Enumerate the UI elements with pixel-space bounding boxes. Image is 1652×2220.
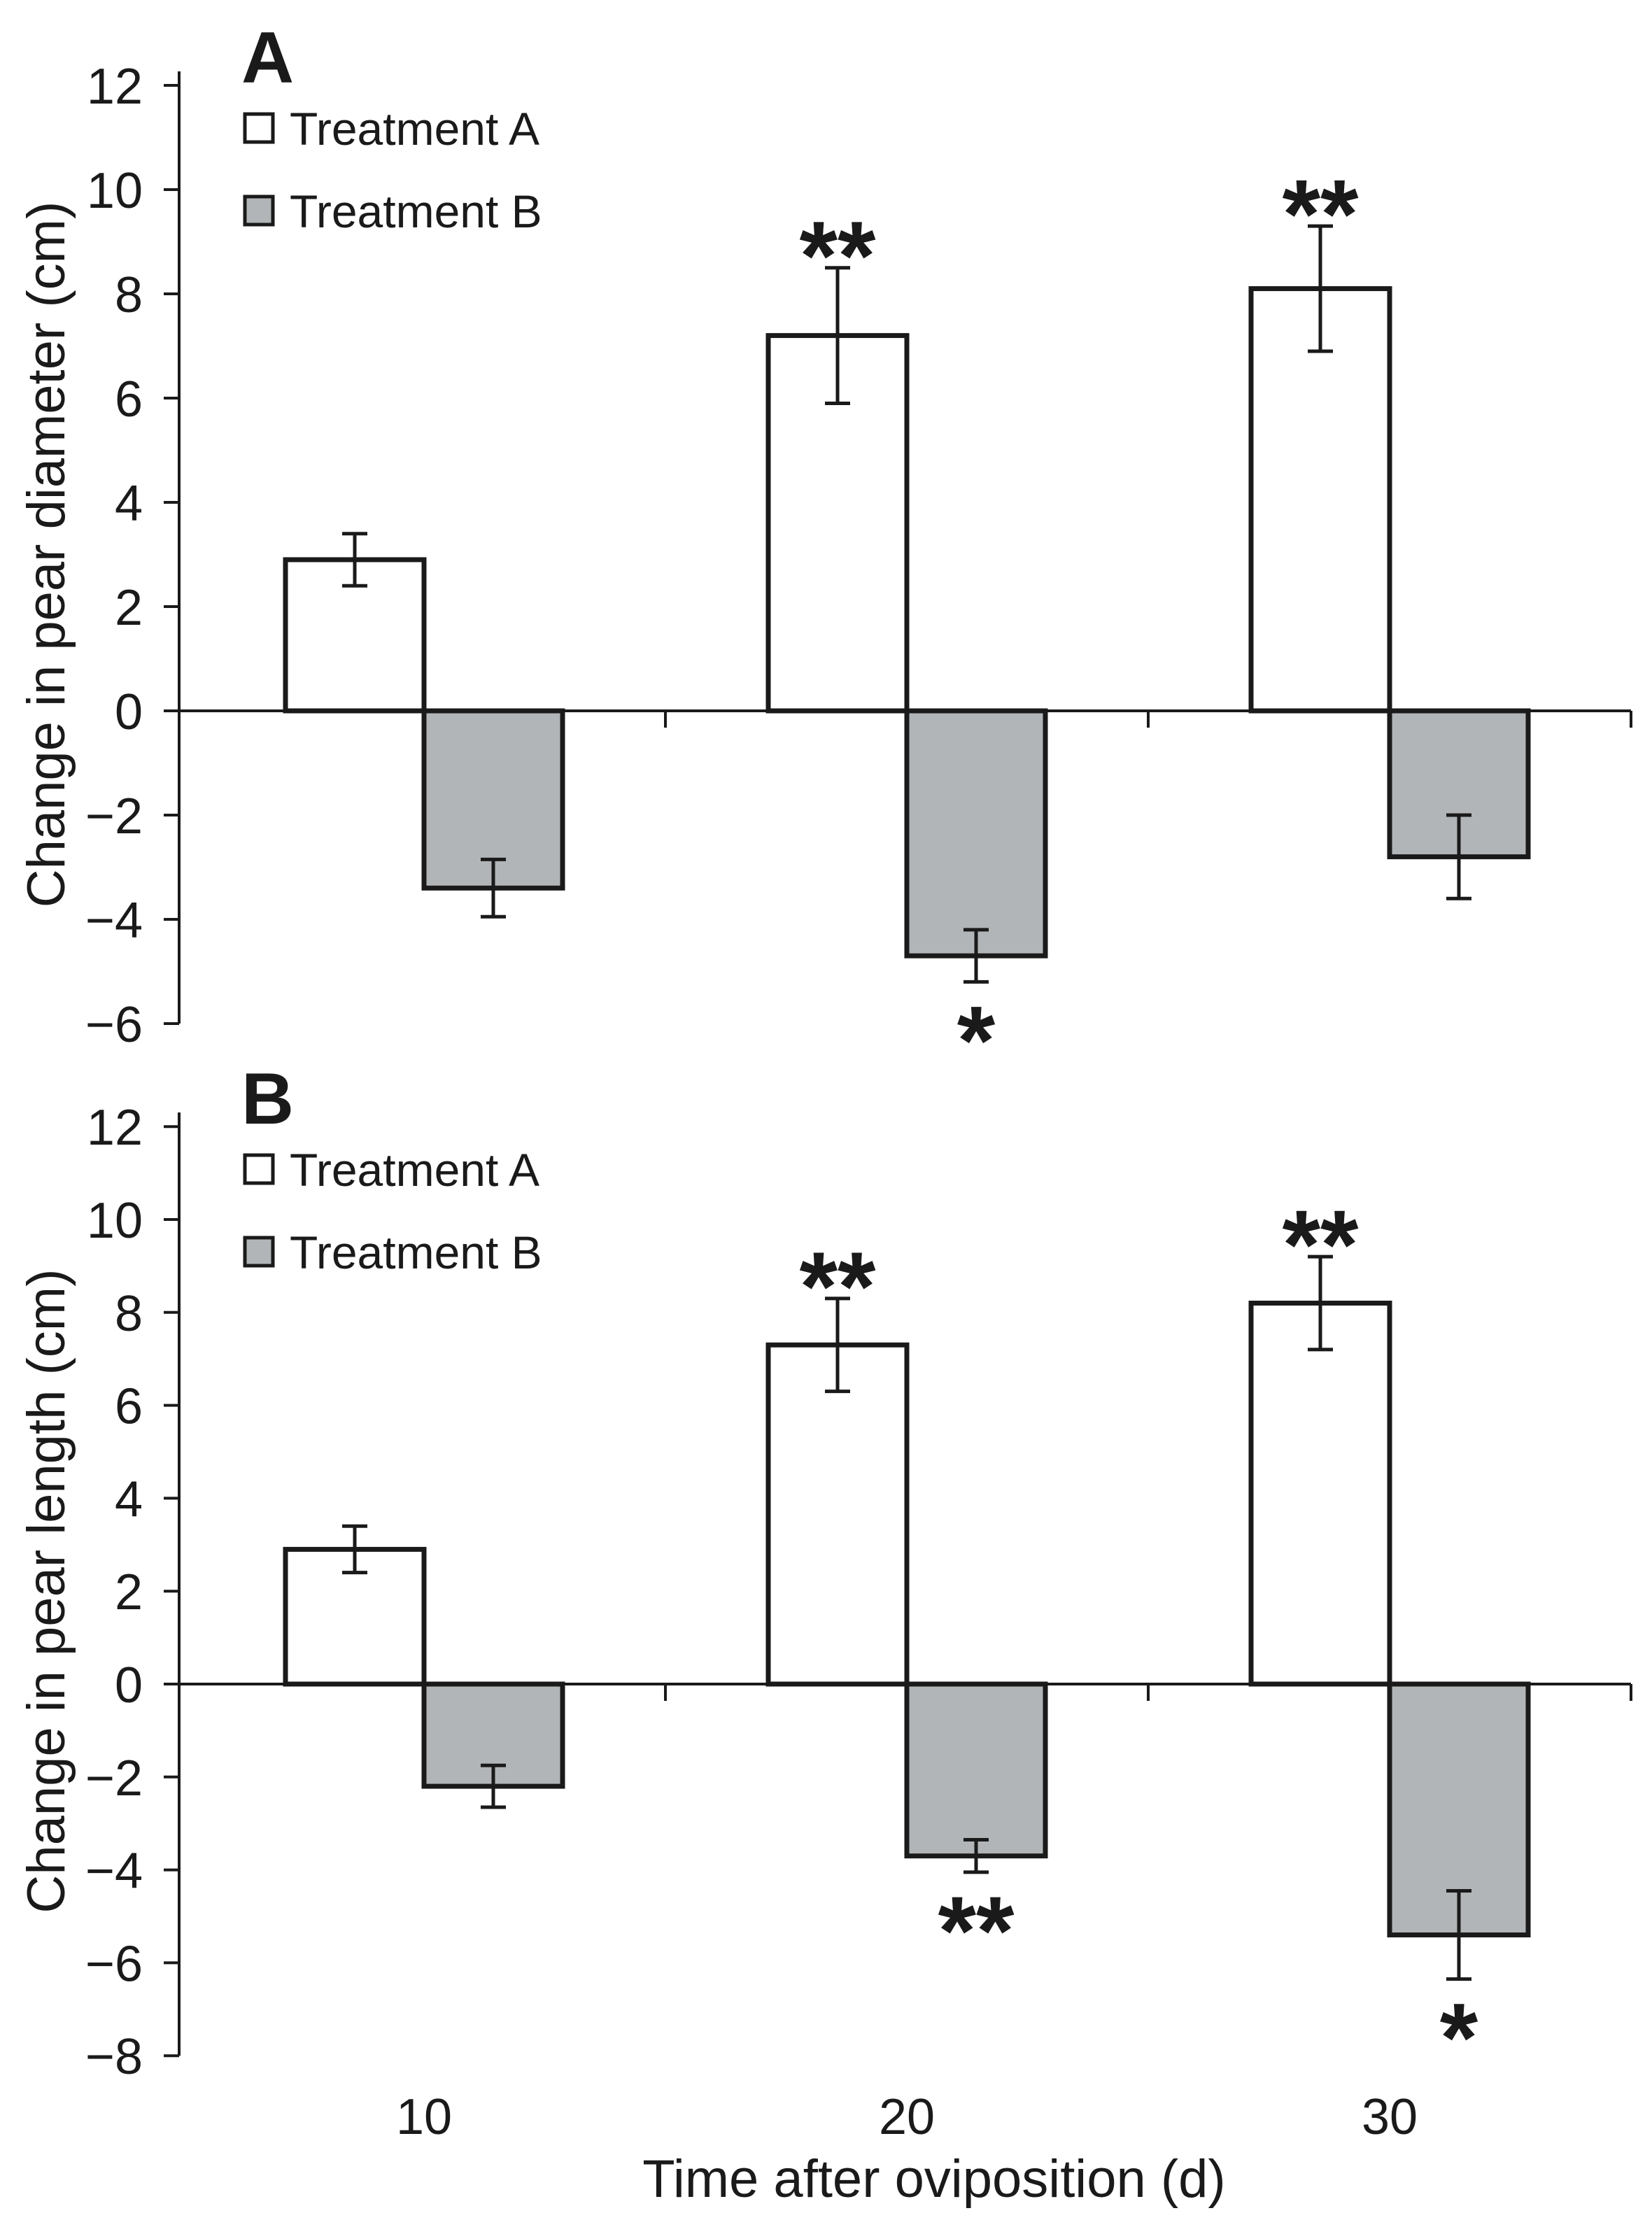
panel-a-y-tick-label-8: 8	[114, 267, 143, 323]
x-tick-label-30: 30	[1361, 2089, 1418, 2145]
panel-a-y-tick-label-6: 6	[114, 372, 143, 427]
panel-label-b: B	[241, 1059, 295, 1140]
panel-a-significance-marker-day20-b: *	[956, 985, 996, 1096]
x-tick-label-20: 20	[878, 2089, 936, 2145]
panel-a-legend-swatch-treatment-b	[245, 197, 273, 225]
panel-a-significance-marker-day20-a: **	[799, 200, 876, 311]
panel-b-significance-marker-day30-b: *	[1439, 1982, 1478, 2093]
x-axis-title: Time after oviposition (d)	[642, 2149, 1226, 2209]
panel-a-y-tick-label-4: 4	[114, 476, 143, 532]
panel-a-legend-label-treatment-a: Treatment A	[290, 103, 540, 155]
panel-b-legend-label-treatment-b: Treatment B	[290, 1226, 542, 1278]
panel-a-significance-marker-day30-a: **	[1282, 159, 1359, 269]
panel-b-y-tick-label--4: −4	[85, 1843, 143, 1900]
panel-b-y-axis-title: Change in pear length (cm)	[17, 1268, 76, 1914]
panel-a-bar-treatment-b-day20	[907, 711, 1045, 956]
panel-b-y-tick-label--2: −2	[85, 1750, 143, 1807]
panel-a-y-tick-label-12: 12	[86, 59, 143, 115]
x-tick-label-10: 10	[395, 2089, 453, 2145]
panel-b-y-tick-label-12: 12	[86, 1100, 143, 1157]
panel-b-y-tick-label-6: 6	[114, 1378, 143, 1435]
panel-b-y-tick-label--6: −6	[85, 1936, 143, 1993]
panel-a-y-tick-label--4: −4	[85, 893, 143, 949]
panel-b-y-tick-label-10: 10	[86, 1193, 143, 1249]
panel-a-y-tick-label-0: 0	[114, 684, 143, 740]
panel-b-bar-treatment-a-day30	[1251, 1303, 1390, 1684]
panel-b-significance-marker-day20-b: **	[938, 1875, 1015, 1986]
panel-b-bar-treatment-b-day20	[907, 1684, 1045, 1856]
panel-a-legend-label-treatment-b: Treatment B	[290, 185, 542, 237]
panel-b-y-tick-label-2: 2	[114, 1564, 143, 1621]
panel-a-y-tick-label--6: −6	[85, 997, 143, 1053]
panel-a-y-tick-label-2: 2	[114, 580, 143, 636]
panel-a-y-tick-label-10: 10	[86, 163, 143, 219]
panel-b-legend-swatch-treatment-b	[245, 1238, 273, 1266]
panel-b-legend-label-treatment-a: Treatment A	[290, 1144, 540, 1196]
panel-a-legend-swatch-treatment-a	[245, 114, 273, 142]
panel-b-y-tick-label-8: 8	[114, 1285, 143, 1342]
panel-label-a: A	[241, 17, 295, 99]
panel-a-y-tick-label--2: −2	[85, 789, 143, 844]
panel-a-y-axis-title: Change in pear diameter (cm)	[17, 201, 76, 908]
panel-b-y-tick-label-4: 4	[114, 1471, 143, 1528]
panel-b-significance-marker-day30-a: **	[1282, 1189, 1359, 1300]
panel-b-bar-treatment-a-day20	[768, 1345, 907, 1684]
panel-b-y-tick-label--8: −8	[85, 2029, 143, 2086]
panel-b-legend-swatch-treatment-a	[245, 1155, 273, 1183]
panel-b-y-tick-label-0: 0	[114, 1657, 143, 1713]
panel-b-significance-marker-day20-a: **	[799, 1231, 876, 1341]
